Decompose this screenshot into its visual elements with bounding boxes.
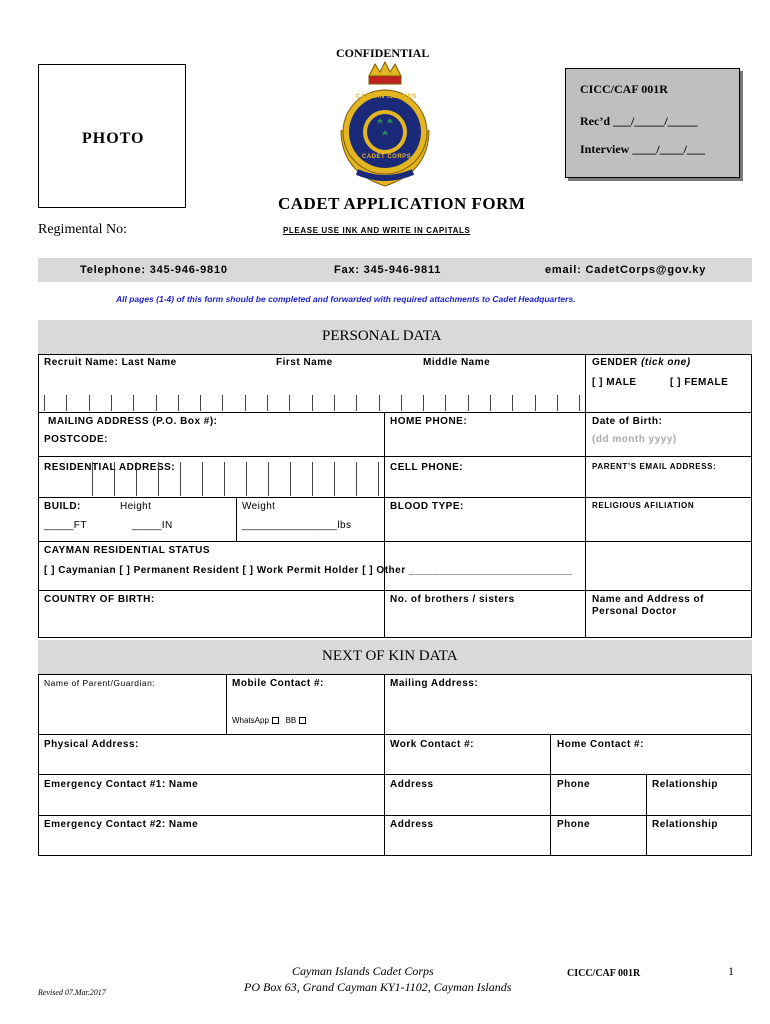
- logo-text-bottom: CADET CORPS: [362, 154, 412, 160]
- whatsapp-checkbox[interactable]: [272, 717, 279, 724]
- footer-address: PO Box 63, Grand Cayman KY1-1102, Cayman Islands: [244, 980, 512, 994]
- postcode-label: POSTCODE:: [44, 434, 108, 445]
- parent-guardian-label: Name of Parent/Guardian:: [44, 678, 156, 688]
- emergency-2-label: Emergency Contact #2: Name: [44, 819, 199, 830]
- residential-status-options[interactable]: [ ] Caymanian [ ] Permanent Resident [ ] Work Permit Holder [ ] Other ___________________________: [44, 565, 573, 576]
- first-name-label: First Name: [276, 357, 333, 368]
- letter-box-divider: [490, 395, 491, 411]
- regimental-no-label: Regimental No:: [38, 222, 128, 237]
- emergency-1-label: Emergency Contact #1: Name: [44, 779, 199, 790]
- letter-box-divider: [222, 395, 223, 411]
- dob-label: Date of Birth:: [592, 416, 663, 427]
- footer-code: CICC/CAF 001R: [567, 968, 641, 979]
- letter-box-divider: [224, 462, 225, 496]
- letter-box-divider: [268, 462, 269, 496]
- dob-hint: (dd month yyyy): [592, 434, 677, 445]
- letter-box-divider: [245, 395, 246, 411]
- letter-box-divider: [200, 395, 201, 411]
- gender-label: GENDER (tick one): [592, 357, 691, 368]
- bb-checkbox[interactable]: [299, 717, 306, 724]
- blood-type-label: BLOOD TYPE:: [390, 501, 464, 512]
- letter-box-divider: [512, 395, 513, 411]
- footer-org: Cayman Islands Cadet Corps: [292, 964, 434, 978]
- kin-section-title: NEXT OF KIN DATA: [322, 648, 458, 664]
- messaging-options[interactable]: WhatsApp BB: [232, 716, 306, 725]
- religious-label: RELIGIOUS AFILIATION: [592, 501, 695, 510]
- recd-field: Rec’d ___/_____/_____: [580, 114, 698, 128]
- form-title: CADET APPLICATION FORM: [278, 194, 526, 213]
- letter-box-divider: [92, 462, 93, 496]
- letter-box-divider: [290, 462, 291, 496]
- emergency-2-address: Address: [390, 819, 434, 830]
- letter-box-divider: [312, 395, 313, 411]
- middle-name-label: Middle Name: [423, 357, 491, 368]
- letter-box-divider: [379, 395, 380, 411]
- letter-box-divider: [156, 395, 157, 411]
- emergency-2-relationship: Relationship: [652, 819, 719, 830]
- letter-box-divider: [356, 462, 357, 496]
- personal-section-title: PERSONAL DATA: [322, 328, 442, 344]
- gender-male[interactable]: [ ] MALE: [592, 377, 637, 388]
- instruction-note: All pages (1-4) of this form should be completed and forwarded with required attachments to Cadet Headquarters.: [116, 294, 576, 304]
- inches-field[interactable]: _____IN: [132, 520, 173, 531]
- letter-box-divider: [89, 395, 90, 411]
- photo-label: PHOTO: [82, 130, 145, 147]
- logo-text-top: CAYMAN ISLANDS: [356, 94, 417, 100]
- letter-box-divider: [557, 395, 558, 411]
- letter-box-divider: [535, 395, 536, 411]
- doctor-label-2: Personal Doctor: [592, 606, 677, 617]
- build-label: BUILD:: [44, 501, 81, 512]
- work-contact-label: Work Contact #:: [390, 739, 474, 750]
- ink-note: PLEASE USE INK AND WRITE IN CAPITALS: [283, 226, 471, 235]
- letter-box-divider: [178, 395, 179, 411]
- weight-label: Weight: [242, 501, 276, 512]
- letter-box-divider: [133, 395, 134, 411]
- letter-box-divider: [44, 395, 45, 411]
- email: email: CadetCorps@gov.ky: [545, 264, 707, 276]
- fax: Fax: 345-946-9811: [334, 264, 442, 276]
- mailing-address-label: MAILING ADDRESS (P.O. Box #):: [48, 416, 218, 427]
- residential-address-label: RESIDENTIAL ADDRESS:: [44, 462, 176, 473]
- gender-female[interactable]: [ ] FEMALE: [670, 377, 729, 388]
- letter-box-divider: [334, 395, 335, 411]
- letter-box-divider: [468, 395, 469, 411]
- telephone: Telephone: 345-946-9810: [80, 264, 228, 276]
- letter-box-divider: [246, 462, 247, 496]
- siblings-label: No. of brothers / sisters: [390, 594, 515, 605]
- page-number: 1: [728, 964, 734, 978]
- letter-box-divider: [136, 462, 137, 496]
- confidential-label: CONFIDENTIAL: [336, 46, 430, 60]
- parent-email-label: PARENT’S EMAIL ADDRESS:: [592, 462, 717, 471]
- form-code: CICC/CAF 001R: [580, 82, 668, 96]
- letter-box-divider: [378, 462, 379, 496]
- letter-box-divider: [356, 395, 357, 411]
- letter-box-divider: [180, 462, 181, 496]
- letter-box-divider: [312, 462, 313, 496]
- emergency-1-relationship: Relationship: [652, 779, 719, 790]
- home-phone-label: HOME PHONE:: [390, 416, 468, 427]
- letter-box-divider: [111, 395, 112, 411]
- doctor-label-1: Name and Address of: [592, 594, 704, 605]
- cell-phone-label: CELL PHONE:: [390, 462, 464, 473]
- weight-field[interactable]: ________________lbs: [242, 520, 352, 531]
- emergency-1-phone: Phone: [557, 779, 591, 790]
- country-of-birth-label: COUNTRY OF BIRTH:: [44, 594, 155, 605]
- physical-address-label: Physical Address:: [44, 739, 139, 750]
- letter-box-divider: [579, 395, 580, 411]
- last-name-label: Recruit Name: Last Name: [44, 357, 177, 368]
- letter-box-divider: [114, 462, 115, 496]
- letter-box-divider: [445, 395, 446, 411]
- letter-box-divider: [423, 395, 424, 411]
- letter-box-divider: [334, 462, 335, 496]
- interview-field: Interview ____/____/___: [580, 142, 705, 156]
- letter-box-divider: [289, 395, 290, 411]
- letter-box-divider: [202, 462, 203, 496]
- cadet-corps-logo-icon: [335, 60, 435, 192]
- home-contact-label: Home Contact #:: [557, 739, 644, 750]
- letter-box-divider: [401, 395, 402, 411]
- emergency-1-address: Address: [390, 779, 434, 790]
- emergency-2-phone: Phone: [557, 819, 591, 830]
- revised-date: Revised 07.Mar.2017: [38, 988, 106, 997]
- kin-mailing-label: Mailing Address:: [390, 678, 479, 689]
- letter-box-divider: [158, 462, 159, 496]
- letter-box-divider: [66, 395, 67, 411]
- mobile-contact-label: Mobile Contact #:: [232, 678, 324, 689]
- residential-status-label: CAYMAN RESIDENTIAL STATUS: [44, 545, 211, 556]
- feet-field[interactable]: _____FT: [44, 520, 87, 531]
- letter-box-divider: [267, 395, 268, 411]
- height-label: Height: [120, 501, 152, 512]
